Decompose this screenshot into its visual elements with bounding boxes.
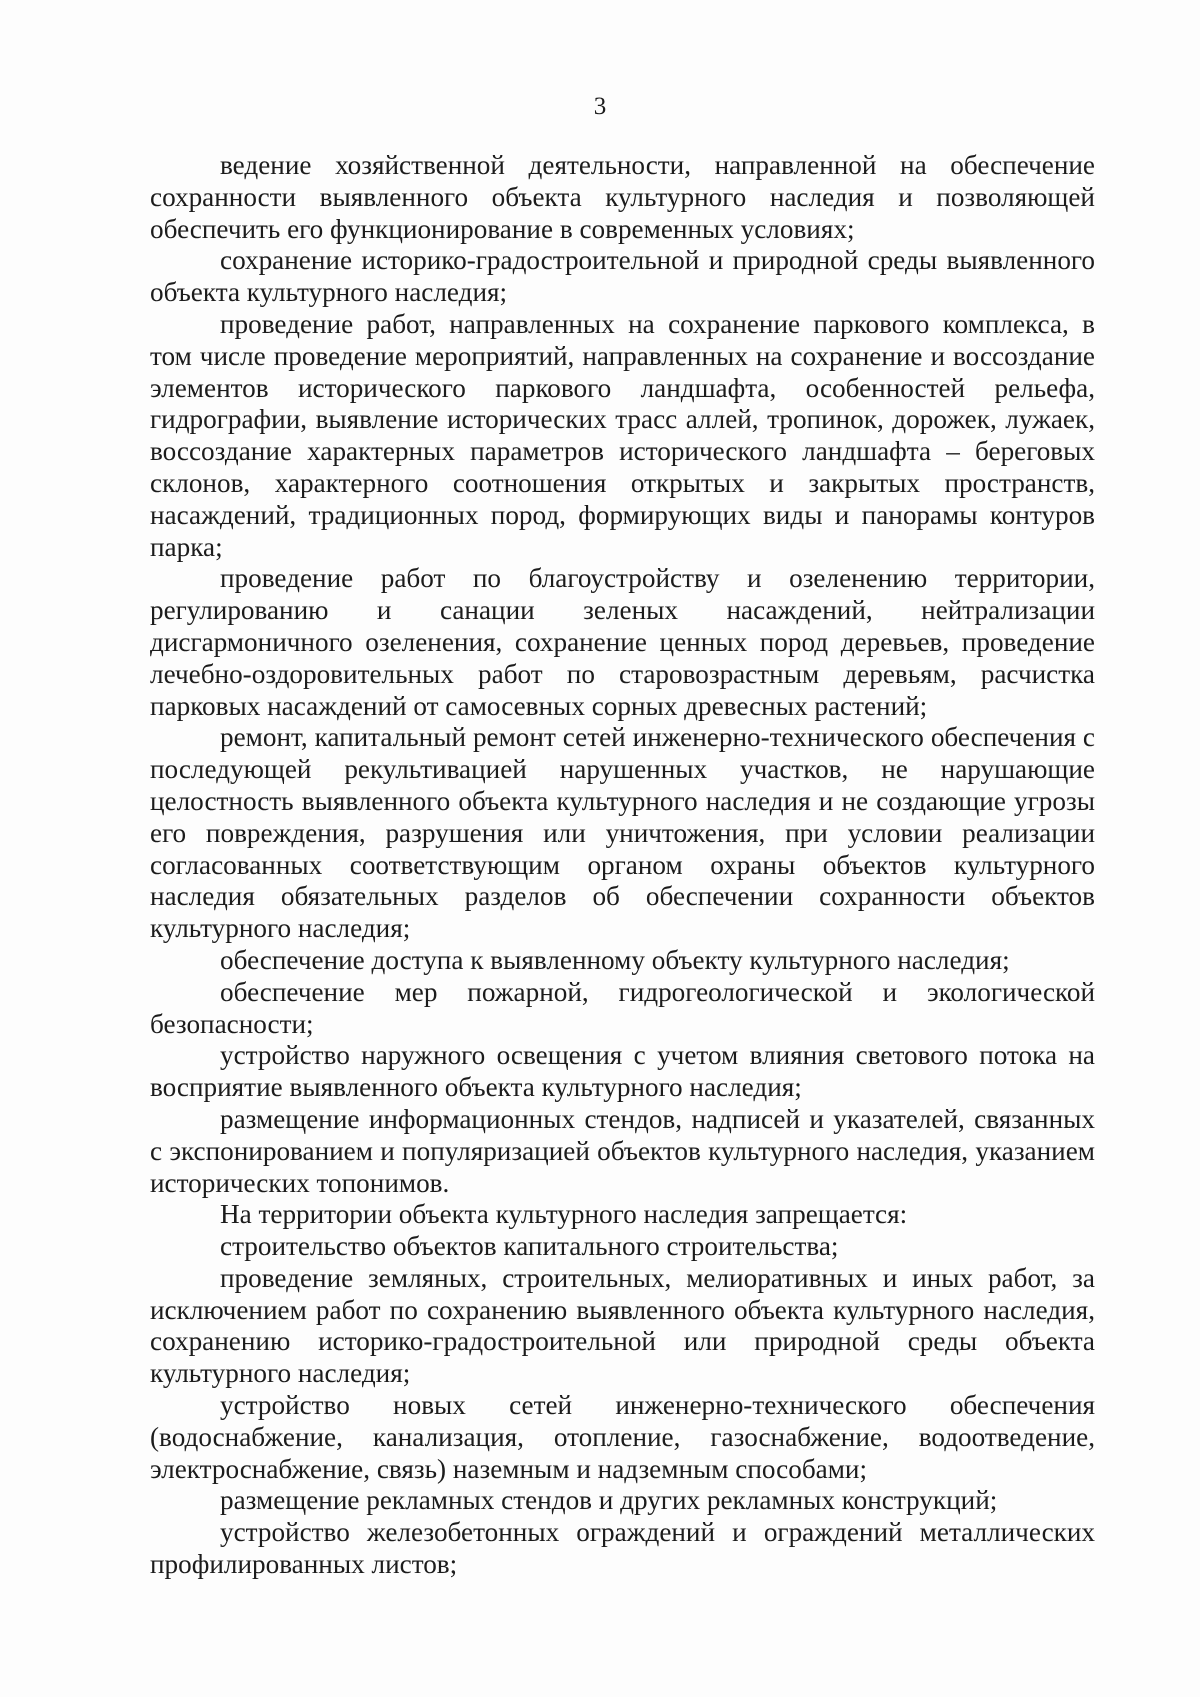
paragraph: размещение информационных стендов, надписей и указателей, связанных с экспонированием и популяризацией объектов культурного наследия, указанием исторических топонимов. <box>150 1103 1095 1198</box>
paragraph: устройство наружного освещения с учетом влияния светового потока на восприятие выявленного объекта культурного наследия; <box>150 1040 1095 1103</box>
paragraph: устройство новых сетей инженерно-технического обеспечения (водоснабжение, канализация, отопление, газоснабжение, водоотведение, электроснабжение, связь) наземным и надземным способами; <box>150 1390 1095 1484</box>
paragraph: размещение рекламных стендов и других рекламных конструкций; <box>220 1485 998 1516</box>
paragraph: проведение земляных, строительных, мелиоративных и иных работ, за исключением работ по сохранению выявленного объекта культурного наследия, сохранению историко-градостроительной или природной среды объекта культурного наследия; <box>150 1262 1095 1389</box>
paragraph: сохранение историко-градостроительной и природной среды выявленного объекта культурного наследия; <box>150 245 1095 308</box>
paragraph: обеспечение доступа к выявленному объекту культурного наследия; <box>220 944 1010 975</box>
paragraph: ведение хозяйственной деятельности, направленной на обеспечение сохранности выявленного объекта культурного наследия и позволяющей обеспечить его функционирование в современных условиях; <box>150 150 1095 244</box>
prohibited-heading: На территории объекта культурного наследия запрещается: <box>220 1199 908 1230</box>
page-number: 3 <box>593 93 607 120</box>
paragraph: проведение работ по благоустройству и озеленению территории, регулированию и санации зеленых насаждений, нейтрализации дисгармоничного озеленения, сохранение ценных пород деревьев, проведение лечебно-оздоровительных работ по старовозрастным деревьям, расчистка парковых насаждений от самосевных сорных древесных растений; <box>150 563 1095 721</box>
paragraph: строительство объектов капитального строительства; <box>220 1231 839 1262</box>
paragraph: обеспечение мер пожарной, гидрогеологической и экологической безопасности; <box>150 976 1095 1039</box>
document-body <box>150 150 1095 1581</box>
paragraph: ремонт, капитальный ремонт сетей инженерно-технического обеспечения с последующей рекультивацией нарушенных участков, не нарушающие целостность выявленного объекта культурного наследия и не создающие угрозы его повреждения, разрушения или уничтожения, при условии реализации согласованных соответствующим органом охраны объектов культурного наследия обязательных разделов об обеспечении сохранности объектов культурного наследия; <box>150 722 1095 944</box>
paragraph: устройство железобетонных ограждений и ограждений металлических профилированных листов; <box>150 1517 1095 1580</box>
paragraph: проведение работ, направленных на сохранение паркового комплекса, в том числе проведение мероприятий, направленных на сохранение и воссоздание элементов исторического паркового ландшафта, особенностей рельефа, гидрографии, выявление исторических трасс аллей, тропинок, дорожек, лужаек, воссоздание характерных параметров исторического ландшафта – береговых склонов, характерного соотношения открытых и закрытых пространств, насаждений, традиционных пород, формирующих виды и панорамы контуров парка; <box>150 308 1095 562</box>
